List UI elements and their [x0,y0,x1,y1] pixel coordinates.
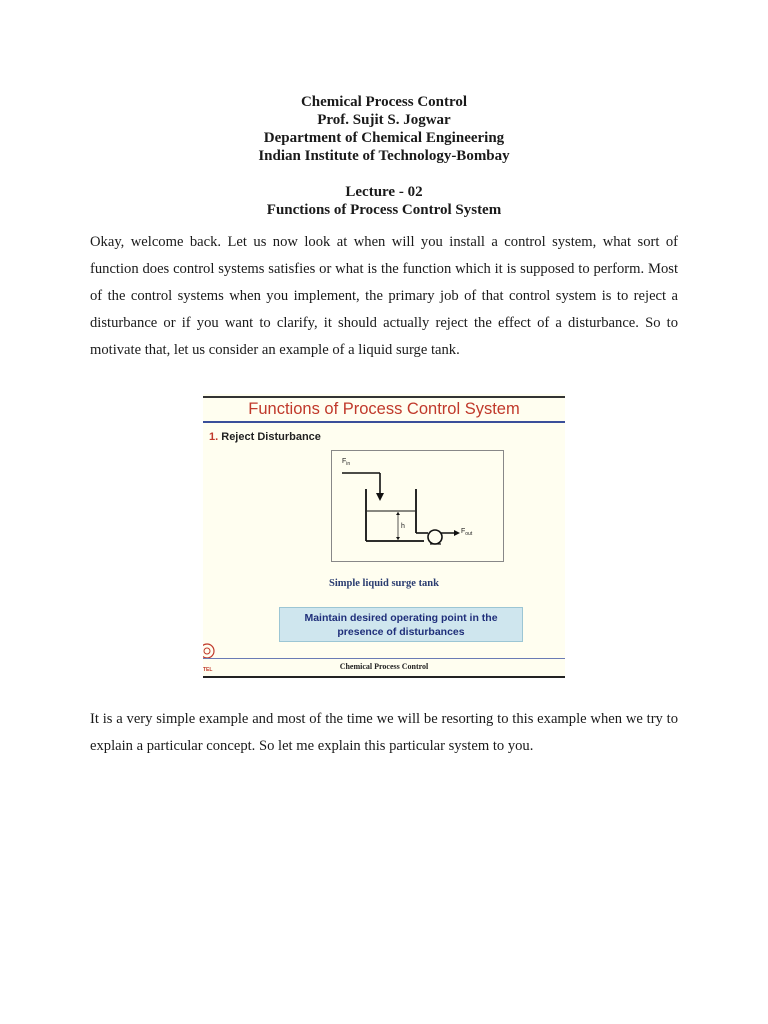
inlet-arrow-icon [376,493,384,501]
surge-tank-svg [332,451,503,561]
lecture-heading [0,183,768,219]
followup-paragraph: It is a very simple example and most of the time we will be resorting to this example when we try to explain a particular concept. So let me explain this particular system to you. [90,711,678,754]
height-arrow-down-icon [396,537,400,540]
h-label: h [401,523,405,530]
lecture-title: Functions of Process Control System [266,202,502,218]
slide-footer-line [203,658,565,659]
professor-name: Prof. Sujit S. Jogwar [317,112,451,128]
lecture-number: Lecture - 02 [345,184,423,200]
department-name: Department of Chemical Engineering [263,130,505,146]
slide-title: Functions of Process Control System [248,400,520,418]
height-arrow-up-icon [396,512,400,515]
callout-line-1: Maintain desired operating point in the [304,612,498,624]
callout-line-2: presence of disturbances [337,625,465,638]
f-out-label: $F_{out}$ [461,528,473,537]
surge-tank-diagram [331,450,504,562]
document-header [0,93,768,165]
diagram-caption: Simple liquid surge tank [329,578,439,589]
slide-top-border [203,396,565,398]
slide-footer: Chemical Process Control [339,662,429,671]
logo-text: TEL [203,667,213,673]
pump-icon [428,530,442,544]
lecture-slide-image [203,394,565,678]
institute-name: Indian Institute of Technology-Bombay [258,148,510,164]
slide-title-underline [203,421,565,423]
f-in-label: $F_{in}$ [342,458,351,467]
slide-subtitle-text: Reject Disturbance [221,431,321,443]
slide-subtitle-number: 1. [209,431,219,443]
slide-bottom-border [203,676,565,678]
outlet-arrow-icon [454,530,460,536]
course-title: Chemical Process Control [300,94,468,110]
slide-subtitle [209,431,321,443]
intro-paragraph: Okay, welcome back. Let us now look at when will you install a control system, what sort of function does control systems satisfies or what is the function which it is supposed to perform. Most of the control systems when you implement, the primary job of that control system is to reject a disturbance or if you want to clarify, it should actually reject the effect of a disturbance. So to motivate that, let us consider an example of a liquid surge tank. [90,234,678,358]
callout-box [279,607,523,642]
